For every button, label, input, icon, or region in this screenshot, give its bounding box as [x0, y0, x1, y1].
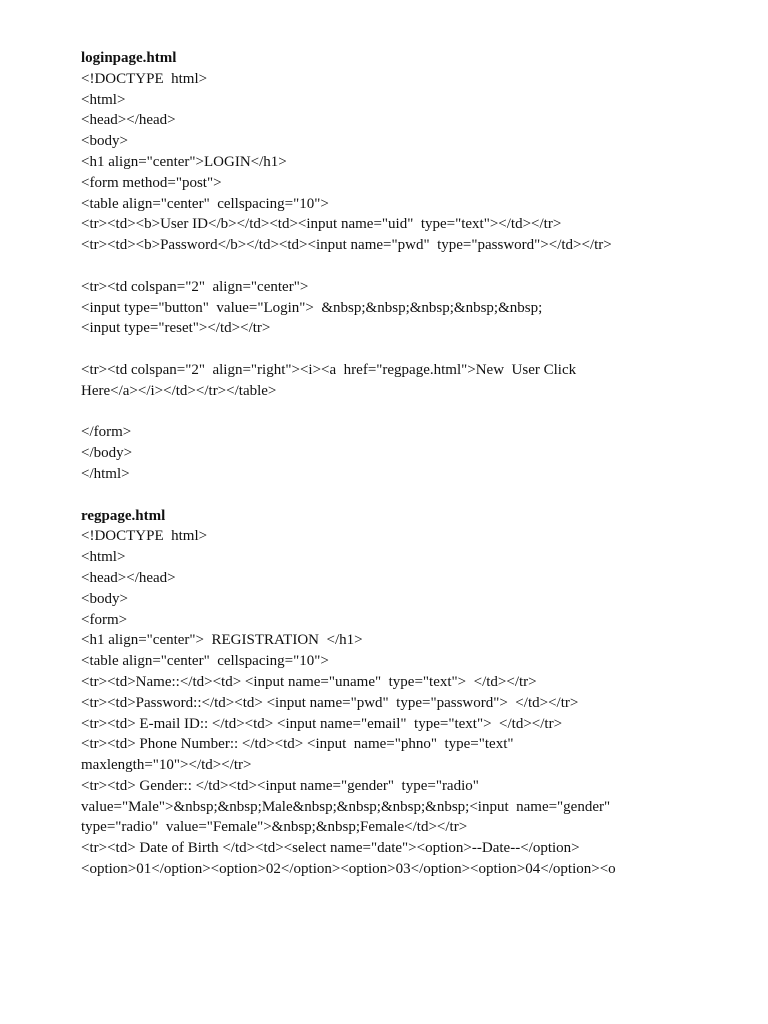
blank-line: [81, 256, 721, 277]
code-line: <tr><td colspan="2" align="center">: [81, 278, 309, 295]
code-line: <tr><td>Name::</td><td> <input name="uname" type="text"> </td></tr>: [81, 673, 537, 690]
code-line: <h1 align="center">LOGIN</h1>: [81, 153, 287, 170]
code-line: <tr><td><b>User ID</b></td><td><input name="uid" type="text"></td></tr>: [81, 216, 562, 233]
code-line: Here</a></i></td></tr></table>: [81, 382, 277, 399]
code-line: <h1 align="center"> REGISTRATION </h1>: [81, 632, 363, 649]
code-line: <tr><td>Password::</td><td> <input name="pwd" type="password"> </td></tr>: [81, 694, 579, 711]
code-line: </form>: [81, 424, 132, 441]
document-body: [81, 48, 721, 880]
code-line: <tr><td> E-mail ID:: </td><td> <input name="email" type="text"> </td></tr>: [81, 715, 563, 732]
section-separator: [81, 485, 721, 506]
code-line: </body>: [81, 445, 133, 462]
code-line: <form method="post">: [81, 174, 222, 191]
code-line: <body>: [81, 133, 128, 150]
code-line: <option>01</option><option>02</option><option>03</option><option>04</option><o: [81, 861, 616, 878]
code-line: type="radio" value="Female">&nbsp;&nbsp;Female</td></tr>: [81, 819, 468, 836]
code-line: value="Male">&nbsp;&nbsp;Male&nbsp;&nbsp;&nbsp;&nbsp;<input name="gender": [81, 798, 611, 815]
code-line: <head></head>: [81, 112, 176, 129]
section-heading-loginpage: loginpage.html: [81, 50, 177, 66]
code-line: maxlength="10"></td></tr>: [81, 757, 252, 774]
code-line: <html>: [81, 91, 126, 108]
code-line: <tr><td colspan="2" align="right"><i><a href="regpage.html">New User Click: [81, 361, 577, 378]
code-line: <input type="button" value="Login"> &nbsp;&nbsp;&nbsp;&nbsp;&nbsp;: [81, 299, 543, 316]
section-heading-regpage: regpage.html: [81, 507, 166, 524]
code-line: <!DOCTYPE html>: [81, 528, 208, 545]
code-line: <head></head>: [81, 569, 176, 586]
code-line: <tr><td> Date of Birth </td><td><select name="date"><option>--Date--</option>: [81, 840, 580, 857]
code-line: <table align="center" cellspacing="10">: [81, 653, 329, 670]
code-line: <body>: [81, 590, 128, 607]
code-line: <table align="center" cellspacing="10">: [81, 195, 329, 212]
code-line: <!DOCTYPE html>: [81, 70, 208, 87]
blank-line: [81, 339, 721, 360]
code-line: <tr><td> Gender:: </td><td><input name="gender" type="radio": [81, 777, 479, 794]
blank-line: [81, 402, 721, 423]
code-line: <input type="reset"></td></tr>: [81, 320, 271, 337]
code-line: <form>: [81, 611, 128, 628]
code-line: <tr><td><b>Password</b></td><td><input name="pwd" type="password"></td></tr>: [81, 237, 612, 254]
code-line: <tr><td> Phone Number:: </td><td> <input name="phno" type="text": [81, 736, 514, 753]
code-line: <html>: [81, 549, 126, 566]
code-line: </html>: [81, 465, 130, 482]
